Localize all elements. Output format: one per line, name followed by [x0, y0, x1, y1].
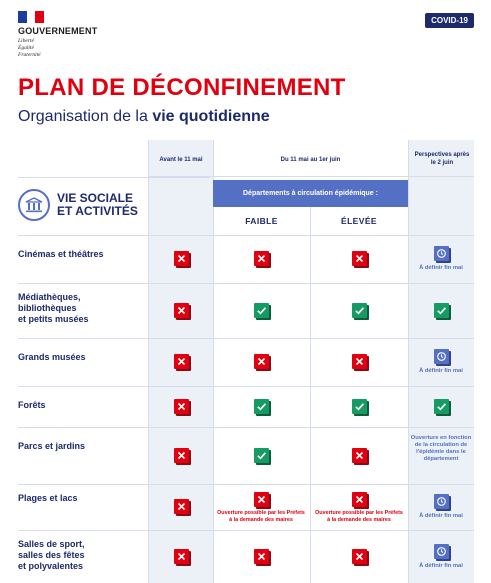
cell-elevee: [314, 354, 404, 369]
row-label: Salles de sport, salles des fêtes et polyvalentes: [18, 539, 85, 571]
divider: [18, 427, 474, 428]
row-label: Cinémas et théâtres: [18, 249, 104, 259]
cell-faible: [216, 303, 306, 318]
section-heading: VIE SOCIALE ET ACTIVITÉS: [18, 189, 138, 221]
cell-persp: [409, 435, 473, 463]
table-row: [0, 484, 491, 530]
table-row: [0, 386, 491, 427]
table-row: [0, 530, 491, 583]
cell-persp: [409, 246, 473, 272]
cell-faible: [216, 492, 306, 523]
cross-icon: [352, 448, 367, 463]
check-icon: [434, 399, 449, 414]
cell-avant: [136, 448, 226, 463]
perspective-note: À définir fin mai: [419, 513, 463, 519]
divider: [18, 338, 474, 339]
government-label: GOUVERNEMENT: [18, 26, 98, 36]
cell-avant: [136, 499, 226, 514]
building-icon: [18, 189, 50, 221]
calendar-clock-icon: [434, 349, 449, 364]
cross-icon: [174, 251, 189, 266]
covid-badge: COVID-19: [425, 13, 474, 28]
cell-faible: [216, 448, 306, 463]
row-label: Forêts: [18, 400, 46, 410]
cell-elevee: [314, 399, 404, 414]
cell-faible: [216, 399, 306, 414]
prefect-note: Ouverture possible par les Préfets à la demande des maires: [315, 510, 403, 523]
cell-elevee: [314, 492, 404, 523]
cross-icon: [174, 448, 189, 463]
table-row: [0, 338, 491, 386]
cross-icon: [352, 251, 367, 266]
cross-icon: [174, 499, 189, 514]
motto: Liberté Égalité Fraternité: [18, 38, 41, 58]
cross-icon: [352, 492, 367, 507]
divider: [18, 283, 474, 284]
cross-icon: [352, 354, 367, 369]
table-row: [0, 235, 491, 283]
divider: [18, 177, 210, 178]
cell-elevee: [314, 549, 404, 564]
cell-elevee: [314, 448, 404, 463]
cell-avant: [136, 399, 226, 414]
check-icon: [254, 399, 269, 414]
cell-elevee: [314, 251, 404, 266]
cell-faible: [216, 549, 306, 564]
cross-icon: [174, 303, 189, 318]
row-label: Médiathèques, bibliothèques et petits musées: [18, 292, 89, 324]
divider: [18, 484, 474, 485]
calendar-clock-icon: [434, 494, 449, 509]
row-label: Grands musées: [18, 352, 86, 362]
column-header-elevee: ÉLEVÉE: [341, 216, 377, 226]
check-icon: [352, 399, 367, 414]
cell-persp: [409, 399, 473, 414]
measures-table: [0, 140, 491, 583]
row-label: Parcs et jardins: [18, 441, 86, 451]
cell-persp: [409, 494, 473, 520]
cell-avant: [136, 354, 226, 369]
french-flag-icon: [18, 11, 44, 23]
divider: [18, 530, 474, 531]
cross-icon: [352, 549, 367, 564]
cell-avant: [136, 303, 226, 318]
cell-faible: [216, 354, 306, 369]
cross-icon: [254, 251, 269, 266]
check-icon: [352, 303, 367, 318]
calendar-clock-icon: [434, 246, 449, 261]
cell-elevee: [314, 303, 404, 318]
cross-icon: [254, 549, 269, 564]
epidemic-circulation-header: Départements à circulation épidémique :: [213, 180, 408, 207]
column-header-faible: FAIBLE: [245, 216, 278, 226]
prefect-note: Ouverture possible par les Préfets à la demande des maires: [217, 510, 305, 523]
page-subtitle: Organisation de la vie quotidienne: [18, 108, 270, 125]
cell-persp: [409, 349, 473, 375]
cross-icon: [174, 549, 189, 564]
cell-faible: [216, 251, 306, 266]
perspective-note: Ouverture en fonction de la circulation de l'épidémie dans le département: [410, 435, 472, 462]
calendar-clock-icon: [434, 544, 449, 559]
cross-icon: [174, 354, 189, 369]
cell-avant: [136, 549, 226, 564]
table-row: [0, 427, 491, 484]
check-icon: [254, 448, 269, 463]
divider: [18, 386, 474, 387]
row-label: Plages et lacs: [18, 493, 78, 503]
perspective-note: À définir fin mai: [419, 563, 463, 569]
cross-icon: [174, 399, 189, 414]
check-icon: [254, 303, 269, 318]
table-row: [0, 283, 491, 338]
perspective-note: À définir fin mai: [419, 368, 463, 374]
column-header-avant: Avant le 11 mai: [159, 157, 203, 163]
column-header-periode: Du 11 mai au 1er juin: [280, 157, 341, 163]
cross-icon: [254, 492, 269, 507]
government-logo: [18, 11, 128, 59]
cell-avant: [136, 251, 226, 266]
perspective-note: À définir fin mai: [419, 265, 463, 271]
check-icon: [434, 303, 449, 318]
cell-persp: [409, 544, 473, 570]
cross-icon: [254, 354, 269, 369]
page-title: PLAN DE DÉCONFINEMENT: [18, 74, 346, 101]
divider: [18, 235, 474, 236]
cell-persp: [409, 303, 473, 318]
column-header-perspectives: Perspectives après le 2 juin: [414, 152, 470, 166]
